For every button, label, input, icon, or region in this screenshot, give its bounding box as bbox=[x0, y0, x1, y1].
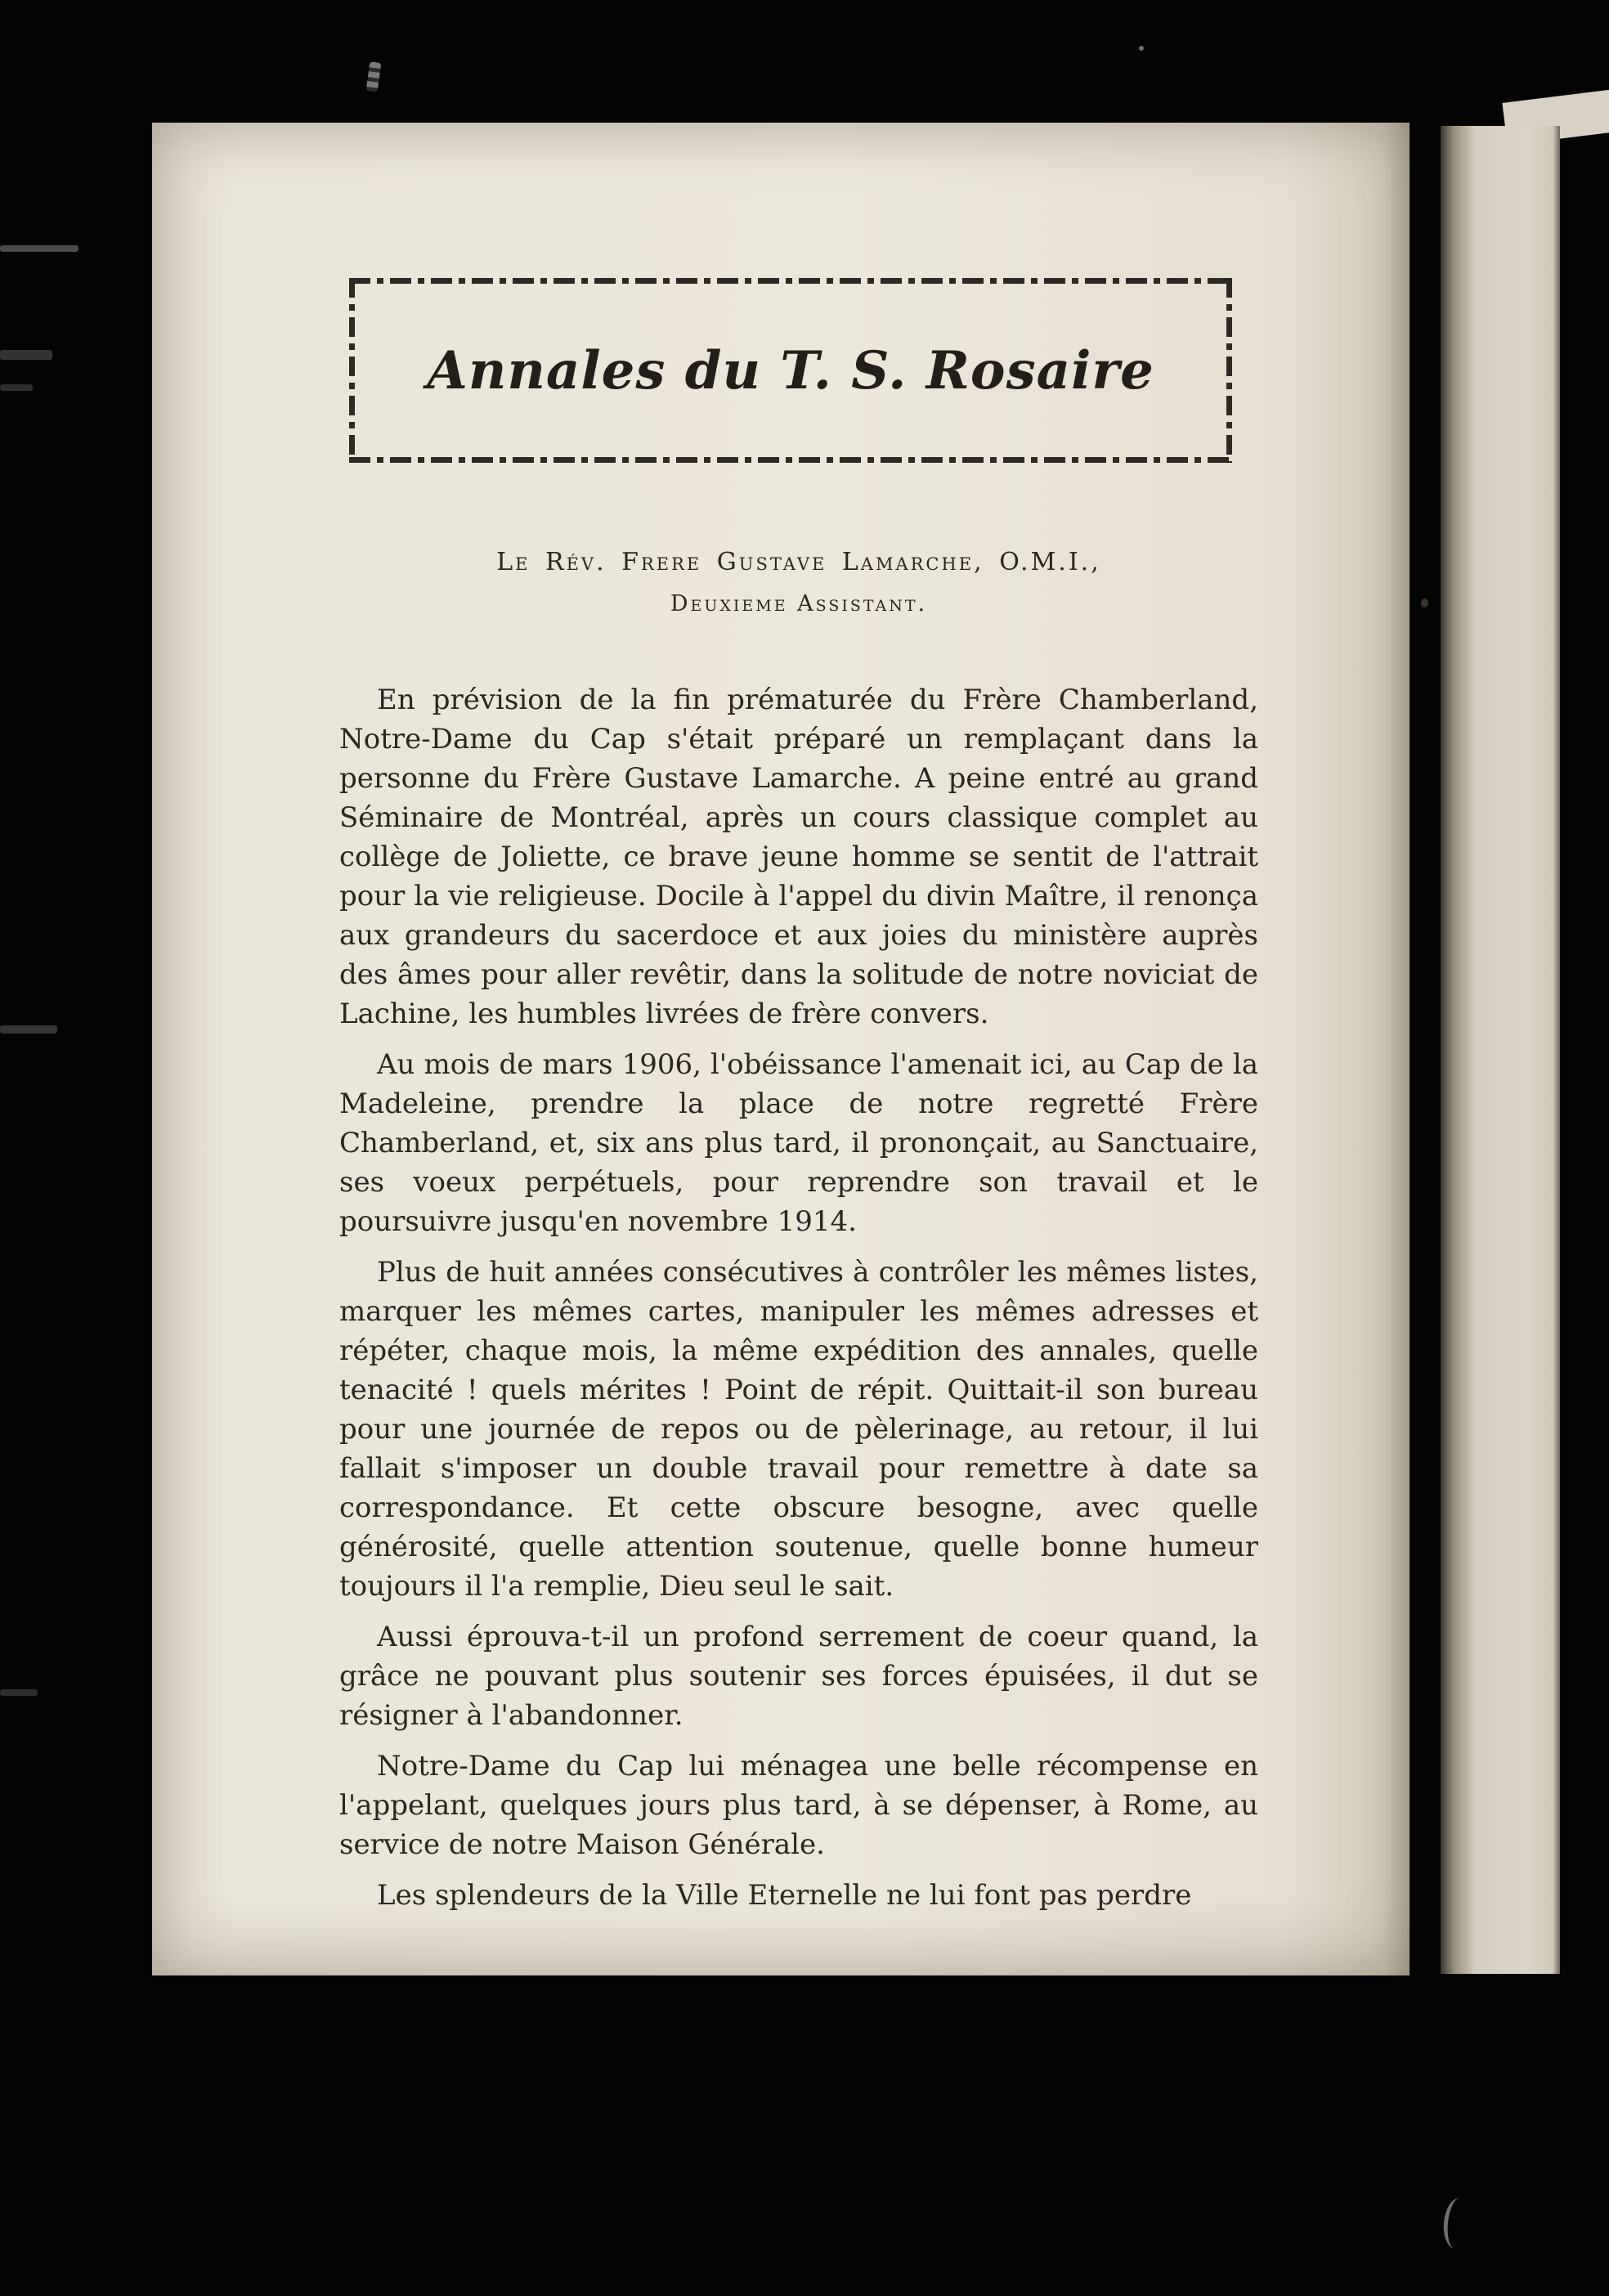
article-heading bbox=[339, 548, 1258, 617]
paragraph: Au mois de mars 1906, l'obéissance l'amenait ici, au Cap de la Madeleine, prendre la place de notre regretté Frère Chamberland, et, six ans plus tard, il prononçait, au Sanctuaire, ses voeux perpétuels, pour reprendre son travail et le poursuivre jusqu'en novembre 1914. bbox=[339, 1048, 1258, 1238]
paragraph: Les splendeurs de la Ville Eternelle ne lui font pas perdre bbox=[377, 1879, 1192, 1912]
scan-streak bbox=[0, 384, 33, 391]
body-text bbox=[339, 680, 1258, 1915]
dust-speck bbox=[1139, 46, 1144, 51]
title-box-border-right bbox=[1226, 278, 1232, 463]
title-box-border-top bbox=[349, 278, 1232, 284]
paragraph: Notre-Dame du Cap lui ménagea une belle récompense en l'appelant, quelques jours plus tard, à se dépenser, à Rome, au service de notre Maison Générale. bbox=[339, 1750, 1258, 1861]
scan-streak bbox=[0, 1689, 38, 1696]
heading-name: Le Rév. Frere Gustave Lamarche, O.M.I., bbox=[496, 548, 1101, 576]
scan-streak bbox=[0, 1025, 57, 1034]
page-content bbox=[339, 278, 1258, 1915]
ink-speck bbox=[1421, 599, 1428, 608]
scan-streak bbox=[0, 245, 78, 252]
title-box-border-bottom bbox=[349, 457, 1232, 463]
heading-role: Deuxieme Assistant. bbox=[670, 591, 928, 617]
ink-mark bbox=[366, 61, 382, 92]
paragraph: En prévision de la fin prématurée du Frère Chamberland, Notre-Dame du Cap s'était préparé un remplaçant dans la personne du Frère Gustave Lamarche. A peine entré au grand Séminaire de Montréal, après un cours classique complet au collège de Joliette, ce brave jeune homme se sentit de l'attrait pour la vie religieuse. Docile à l'appel du divin Maître, il renonça aux grandeurs du sacerdoce et aux joies du ministère auprès des âmes pour aller revêtir, dans la solitude de notre noviciat de Lachine, les humbles livrées de frère convers. bbox=[339, 684, 1258, 1030]
paragraph: Plus de huit années consécutives à contrôler les mêmes listes, marquer les mêmes cartes, manipuler les mêmes adresses et répéter, chaque mois, la même expédition des annales, quelle tenacité ! quels mérites ! Point de répit. Quittait-il son bureau pour une journée de repos ou de pèlerinage, au retour, il lui fallait s'imposer un double travail pour remettre à date sa correspondance. Et cette obscure besogne, avec quelle générosité, quelle attention soutenue, quelle bonne humeur toujours il l'a remplie, Dieu seul le sait. bbox=[339, 1256, 1258, 1603]
title-box-border-left bbox=[349, 278, 355, 463]
document-page bbox=[152, 123, 1410, 1975]
paragraph: Aussi éprouva-t-il un profond serrement de coeur quand, la grâce ne pouvant plus soutenir ses forces épuisées, il dut se résigner à l'abandonner. bbox=[339, 1621, 1258, 1732]
adjacent-page-edge bbox=[1441, 126, 1560, 1974]
pen-mark bbox=[1441, 2196, 1473, 2249]
title-box bbox=[349, 278, 1232, 463]
scan-streak bbox=[0, 350, 52, 360]
page-title: Annales du T. S. Rosaire bbox=[427, 339, 1154, 401]
